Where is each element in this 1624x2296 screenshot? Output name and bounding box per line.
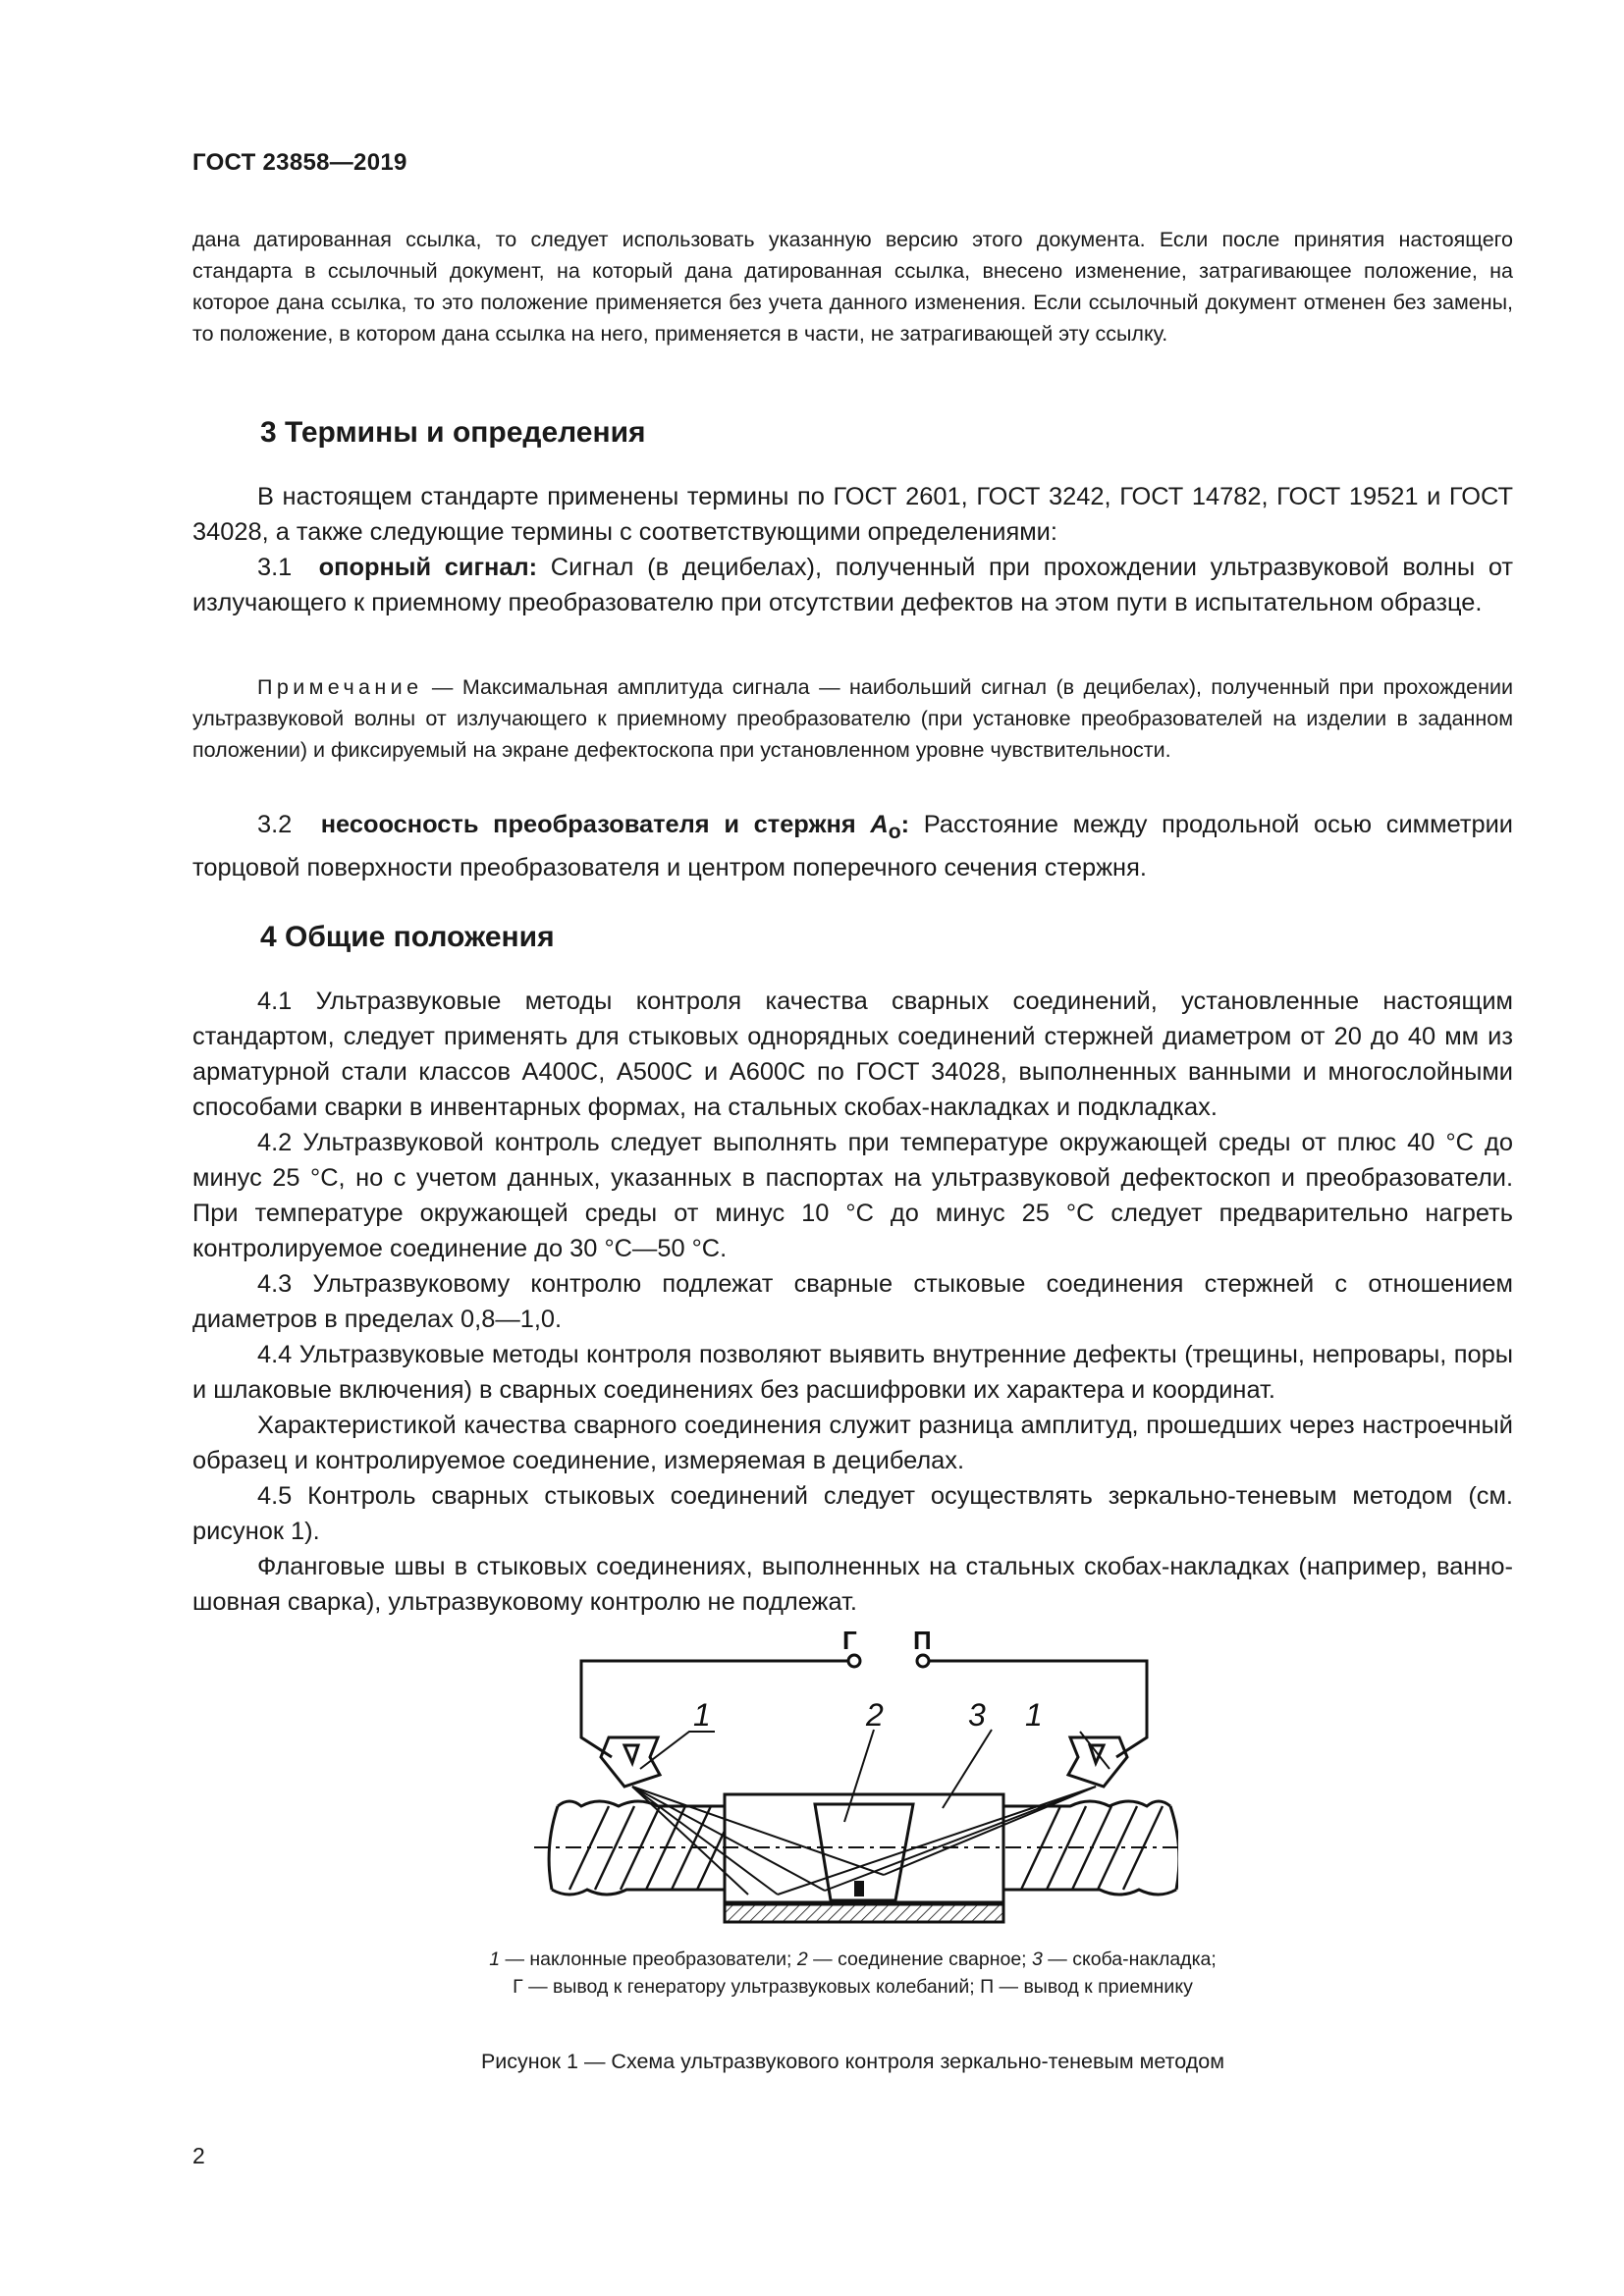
term-definition: Сигнал (в децибелах), полученный при прохождении ультразвуковой волны от излучающего к приемному преобразователю при отсутствии дефектов на этом пути в испытательном образце. bbox=[192, 554, 1514, 616]
section-4-heading: 4 Общие положения bbox=[260, 921, 555, 953]
term-definition: Расстояние между продольной осью симметрии торцовой поверхности преобразователя и центром поперечного сечения стержня. bbox=[192, 811, 1513, 882]
term-name: несоосность преобразователя и стержня bbox=[320, 811, 856, 838]
note-label: Примечание bbox=[257, 675, 423, 699]
clause-4-5: 4.5 Контроль сварных стыковых соединений следует осуществлять зеркально-теневым методом (см. рисунок 1). bbox=[192, 1482, 1513, 1545]
label-2: 2 bbox=[866, 1697, 884, 1733]
term-3-1 bbox=[192, 550, 1513, 620]
document-code-header: ГОСТ 23858—2019 bbox=[192, 149, 407, 176]
clause-4-1: 4.1 Ультразвуковые методы контроля качества сварных соединений, установленные настоящим стандартом, следует применять для стыковых однорядных соединений стержней диаметром от 20 до 40 мм из арматурной стали классов А400С, А500С и А600С по ГОСТ 34028, выполненных ванными и многослойными способами сварки в инвентарных формах, на стальных скобах-накладках и подкладках. bbox=[192, 988, 1513, 1121]
term-colon: : bbox=[900, 811, 910, 838]
backing-strip-hatched bbox=[725, 1902, 1003, 1922]
clause-4-5-flank-welds: Фланговые швы в стыковых соединениях, выполненных на стальных скобах-накладках (например, ванно-шовная сварка), ультразвуковому контролю не подлежат. bbox=[192, 1553, 1513, 1616]
legend-line-1 bbox=[192, 1946, 1513, 1973]
defect-marker bbox=[854, 1881, 864, 1896]
transducer-left bbox=[601, 1737, 660, 1787]
term-symbol: A bbox=[870, 811, 889, 838]
term-number: 3.2 bbox=[257, 811, 293, 838]
legend-num: 1 bbox=[489, 1949, 501, 1970]
label-g: Г bbox=[842, 1629, 857, 1655]
label-1-left: 1 bbox=[693, 1697, 711, 1733]
term-name: опорный сигнал: bbox=[318, 554, 538, 581]
legend-line-2: Г — вывод к генератору ультразвуковых колебаний; П — вывод к приемнику bbox=[513, 1976, 1193, 1998]
legend-num: 3 bbox=[1032, 1949, 1043, 1970]
intro-paragraph: дана датированная ссылка, то следует использовать указанную версию этого документа. Если после принятия настоящего стандарта в ссылочный документ, на который дана датированная ссылка, внесено изменение, затрагивающее положение, на которое дана ссылка, то это положение применяется без учета данного изменения. Если ссылочный документ отменен без замены, то положение, в котором дана ссылка на него, применяется в части, не затрагивающей эту ссылку. bbox=[192, 228, 1513, 346]
clause-4-2: 4.2 Ультразвуковой контроль следует выполнять при температуре окружающей среды от плюс 40 °С до минус 25 °С, но с учетом данных, указанных в паспортах на ультразвуковой дефектоскоп и преобразователи. При температуре окружающей среды от минус 10 °С до минус 25 °С следует предварительно нагреть контролируемое соединение до 30 °С—50 °С. bbox=[192, 1129, 1513, 1262]
term-symbol-subscript: o bbox=[888, 821, 901, 844]
legend-text: — наклонные преобразователи; bbox=[500, 1949, 797, 1970]
figure-1-title: Рисунок 1 — Схема ультразвукового контроля зеркально-теневым методом bbox=[480, 2050, 1225, 2073]
section-3-intro: В настоящем стандарте применены термины по ГОСТ 2601, ГОСТ 3242, ГОСТ 14782, ГОСТ 19521 и ГОСТ 34028, а также следующие термины с соответствующими определениями: bbox=[192, 483, 1513, 546]
clause-4-3: 4.3 Ультразвуковому контролю подлежат сварные стыковые соединения стержней с отношением диаметров в пределах 0,8—1,0. bbox=[192, 1270, 1513, 1333]
term-number: 3.1 bbox=[257, 554, 293, 581]
note-text: — Максимальная амплитуда сигнала — наибольший сигнал (в децибелах), полученный при прохождении ультразвуковой волны от излучающего к приемному преобразователю (при установке преобразователей на изделии в заданном положении) и фиксируемый на экране дефектоскопа при установленном уровне чувствительности. bbox=[192, 675, 1513, 762]
term-3-2 bbox=[192, 807, 1513, 885]
wire-circuit bbox=[581, 1661, 1147, 1757]
legend-num: 2 bbox=[796, 1949, 808, 1970]
receiver-terminal bbox=[917, 1655, 929, 1667]
page-number: 2 bbox=[192, 2143, 205, 2168]
section-3-heading: 3 Термины и определения bbox=[260, 416, 646, 449]
label-p: П bbox=[913, 1629, 932, 1655]
clause-4-4: 4.4 Ультразвуковые методы контроля позволяют выявить внутренние дефекты (трещины, непровары, поры и шлаковые включения) в сварных соединениях без расшифровки их характера и координат. bbox=[192, 1341, 1513, 1404]
label-1-right: 1 bbox=[1025, 1697, 1043, 1733]
legend-text: — соединение сварное; bbox=[807, 1949, 1032, 1970]
label-3: 3 bbox=[968, 1697, 986, 1733]
transducer-right bbox=[1068, 1737, 1127, 1787]
term-3-1-note bbox=[192, 671, 1513, 766]
clause-4-4-continuation: Характеристикой качества сварного соединения служит разница амплитуд, прошедших через настроечный образец и контролируемое соединение, измеряемая в децибелах. bbox=[192, 1412, 1513, 1474]
figure-1-diagram bbox=[530, 1629, 1178, 1924]
figure-1-legend bbox=[192, 1946, 1513, 2001]
legend-text: — скоба-накладка; bbox=[1042, 1949, 1217, 1970]
generator-terminal bbox=[848, 1655, 860, 1667]
